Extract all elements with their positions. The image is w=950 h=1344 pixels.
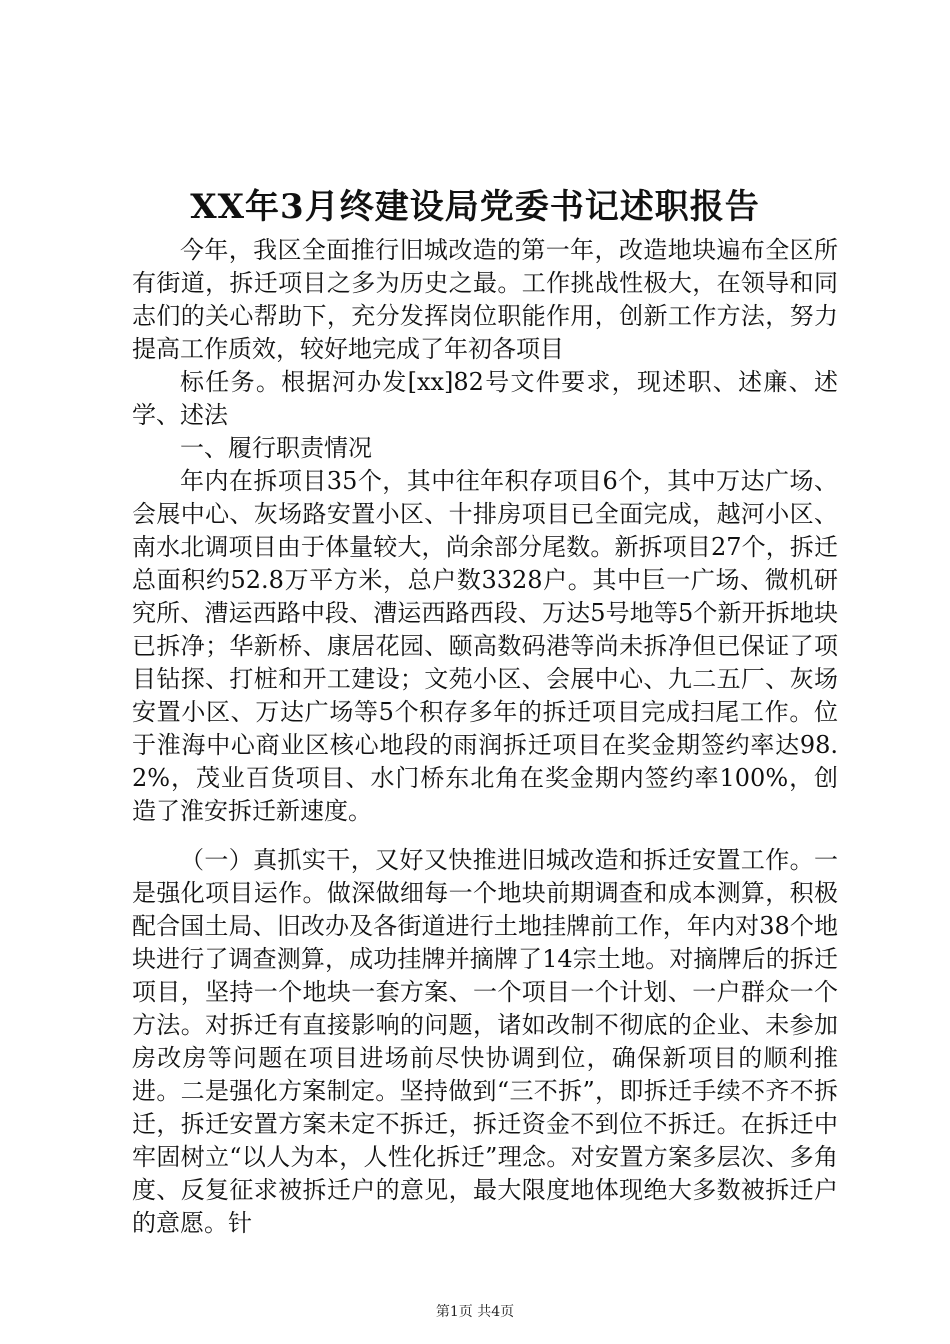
paragraph-section-one: （一）真抓实干，又好又快推进旧城改造和拆迁安置工作。一是强化项目运作。做深做细每一个地块前期调查和成本测算，积极配合国土局、旧改办及各街道进行土地挂牌前工作，年内对38个地块进行了调查测算，成功挂牌并摘牌了14宗土地。对摘牌后的拆迁项目，坚持一个地块一套方案、一个项目一个计划、一户群众一个方法。对拆迁有直接影响的问题，诸如改制不彻底的企业、未参加房改房等问题在项目进场前尽快协调到位，确保新项目的顺利推进。二是强化方案制定。坚持做到“三不拆”，即拆迁手续不齐不拆迁，拆迁安置方案未定不拆迁，拆迁资金不到位不拆迁。在拆迁中牢固树立“以人为本，人性化拆迁”理念。对安置方案多层次、多角度、反复征求被拆迁户的意见，最大限度地体现绝大多数被拆迁户的意愿。针: [132, 846, 838, 1237]
paragraph-intro: 今年，我区全面推行旧城改造的第一年，改造地块遍布全区所有街道，拆迁项目之多为历史之最。工作挑战性极大，在领导和同志们的关心帮助下，充分发挥岗位职能作用，创新工作方法，努力提高工作质效，较好地完成了年初各项目: [132, 236, 838, 363]
section-heading-duties: 一、履行职责情况: [180, 434, 372, 462]
document-body: [132, 234, 838, 1240]
paragraph-task-basis: 标任务。根据河办发[xx]82号文件要求，现述职、述廉、述学、述法: [132, 368, 838, 429]
page-number-footer: 第1页 共4页: [435, 1304, 515, 1320]
document-title: XX年3月终建设局党委书记述职报告: [190, 187, 760, 227]
paragraph-projects: 年内在拆项目35个，其中往年积存项目6个，其中万达广场、会展中心、灰场路安置小区、十排房项目已全面完成，越河小区、南水北调项目由于体量较大，尚余部分尾数。新拆项目27个，拆迁总面积约52.8万平方米，总户数3328户。其中巨一广场、微机研究所、漕运西路中段、漕运西路西段、万达5号地等5个新开拆地块已拆净；华新桥、康居花园、颐高数码港等尚未拆净但已保证了项目钻探、打桩和开工建设；文苑小区、会展中心、九二五厂、灰场安置小区、万达广场等5个积存多年的拆迁项目完成扫尾工作。位于淮海中心商业区核心地段的雨润拆迁项目在奖金期签约率达98.2%，茂业百货项目、水门桥东北角在奖金期内签约率100%，创造了淮安拆迁新速度。: [132, 467, 838, 825]
